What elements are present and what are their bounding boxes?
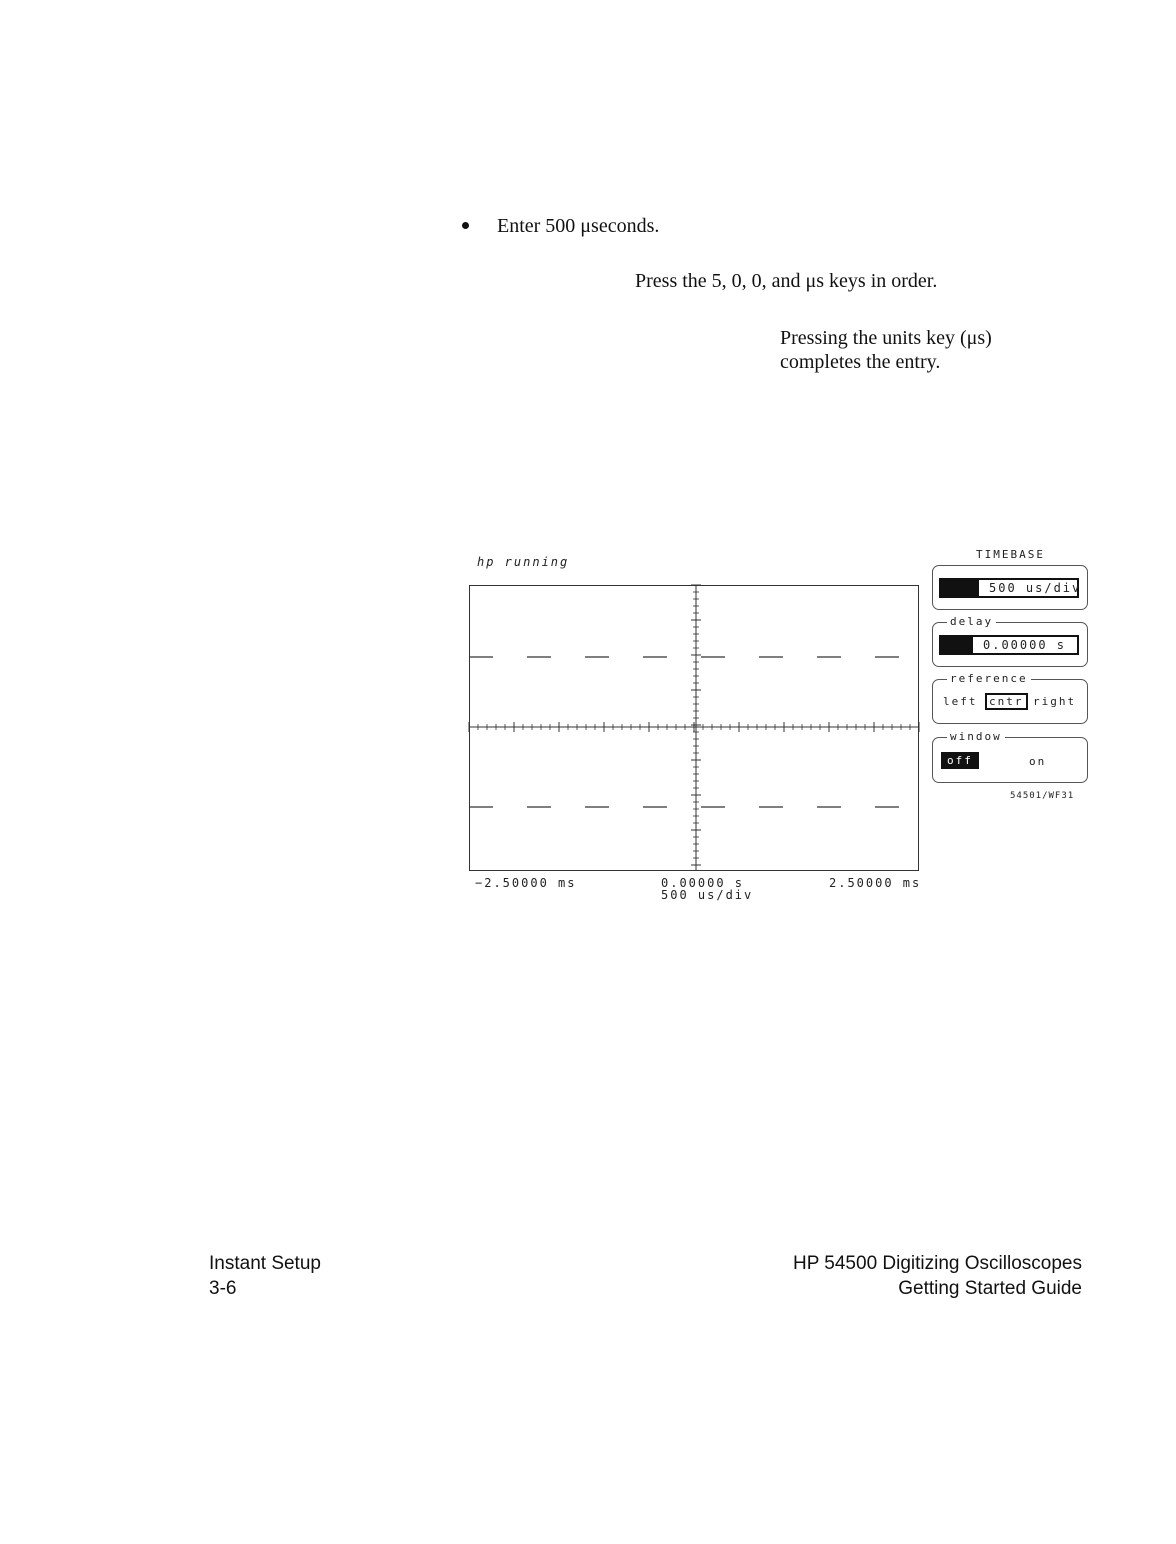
delay-label: delay bbox=[947, 615, 996, 628]
figure-id: 54501/WF31 bbox=[1010, 791, 1075, 801]
entry-marker bbox=[939, 578, 979, 598]
reference-softkey[interactable] bbox=[932, 672, 1088, 724]
instruction-text: Press the 5, 0, 0, and μs keys in order. bbox=[635, 270, 938, 292]
note-text: Pressing the units key (μs) completes the entry. bbox=[780, 327, 992, 373]
reference-option-left[interactable]: left bbox=[943, 695, 978, 708]
oscilloscope-graticule bbox=[469, 585, 919, 871]
footer-left bbox=[209, 1251, 321, 1301]
menu-title: TIMEBASE bbox=[976, 548, 1045, 561]
footer-section: Instant Setup bbox=[209, 1253, 321, 1274]
guide-title: Getting Started Guide bbox=[898, 1278, 1082, 1299]
page-number: 3-6 bbox=[209, 1278, 237, 1299]
delay-softkey[interactable] bbox=[932, 615, 1088, 667]
scope-status: hp running bbox=[477, 555, 570, 569]
window-option-off[interactable]: off bbox=[943, 754, 977, 767]
reference-option-cntr[interactable]: cntr bbox=[985, 693, 1028, 710]
delay-value: 0.00000 s bbox=[971, 635, 1079, 655]
reference-option-right[interactable]: right bbox=[1033, 695, 1077, 708]
x-axis-center-label: 0.00000 s bbox=[661, 876, 745, 890]
bullet-icon bbox=[462, 222, 469, 229]
x-axis-left-label: −2.50000 ms bbox=[475, 876, 577, 890]
timebase-softkey[interactable] bbox=[932, 565, 1088, 610]
footer-right bbox=[700, 1251, 1082, 1301]
window-option-on[interactable]: on bbox=[1029, 755, 1047, 768]
manual-title: HP 54500 Digitizing Oscilloscopes bbox=[792, 1253, 1082, 1274]
step-text: Enter 500 μseconds. bbox=[497, 215, 660, 237]
x-axis-scale-label: 500 us/div bbox=[661, 888, 754, 902]
window-label: window bbox=[947, 730, 1005, 743]
entry-marker bbox=[939, 635, 973, 655]
reference-label: reference bbox=[947, 672, 1031, 685]
x-axis-right-label: 2.50000 ms bbox=[829, 876, 922, 890]
window-softkey[interactable] bbox=[932, 730, 1088, 783]
timebase-value: 500 us/div bbox=[977, 578, 1079, 598]
